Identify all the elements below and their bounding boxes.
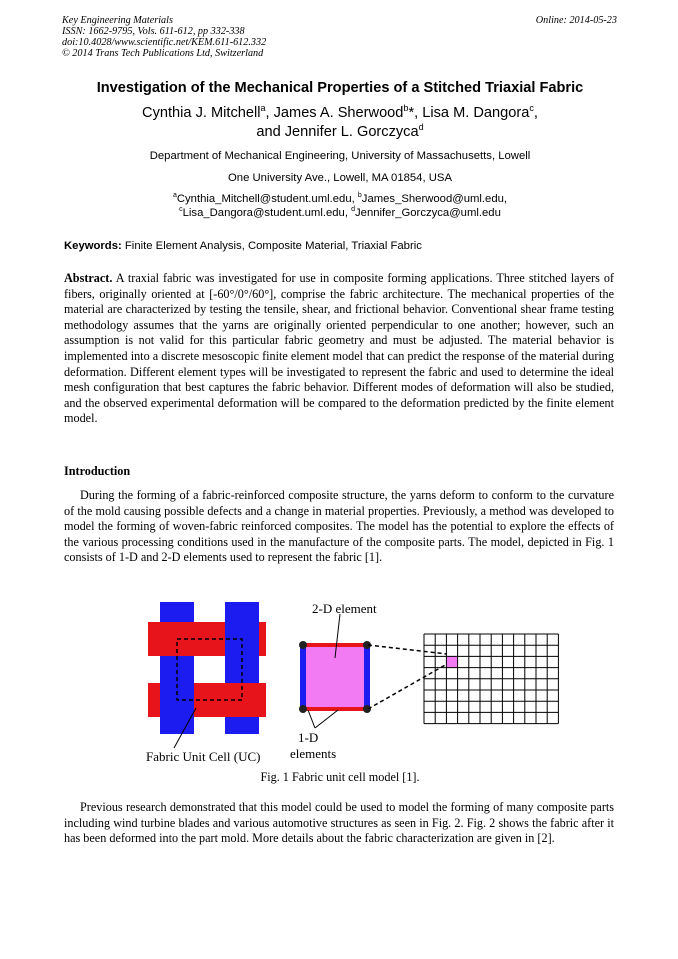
label-unit-cell: Fabric Unit Cell (UC) [146, 749, 261, 764]
label-2d-element: 2-D element [312, 601, 377, 616]
keywords [64, 240, 619, 252]
mesh-grid [424, 634, 558, 724]
fabric-unit-cell-diagram [148, 602, 266, 748]
keywords-label: Keywords: [64, 240, 122, 252]
author-sup: c [529, 103, 534, 114]
corresponding-star: * [408, 105, 415, 121]
email: James_Sherwood@uml.edu, [361, 193, 508, 205]
label-1d: 1-D [298, 730, 319, 745]
journal-header [62, 15, 617, 59]
email-sup: a [172, 192, 177, 200]
email: Jennifer_Gorczyca@uml.edu [355, 207, 501, 219]
email-sup: d [351, 206, 356, 214]
element-diagram [299, 614, 447, 728]
online-date: Online: 2014-05-23 [535, 15, 617, 26]
author-sup: a [260, 103, 266, 114]
affiliation-dept: Department of Mechanical Engineering, University of Massachusetts, Lowell [149, 150, 531, 162]
email-list [40, 192, 640, 220]
author-list [40, 104, 640, 142]
author-sup: b [403, 103, 409, 114]
abstract [64, 271, 614, 427]
email: Cynthia_Mitchell@student.uml.edu, [176, 193, 358, 205]
figure-unit-cell [140, 596, 570, 768]
email-sup: c [179, 206, 183, 214]
1d-element-top [300, 643, 370, 647]
doi: doi:10.4028/www.scientific.net/KEM.611-612.332 [62, 37, 267, 48]
mesh-highlight-cell [446, 656, 457, 667]
author-name: , James A. Sherwood [265, 105, 404, 121]
intro-heading: Introduction [64, 464, 131, 478]
author-name: Cynthia J. Mitchell [142, 105, 261, 121]
author-sup: d [418, 122, 424, 133]
1d-element-right [364, 644, 370, 710]
1d-element-bottom [300, 707, 370, 711]
1d-element-left [300, 644, 306, 710]
figure-caption: Fig. 1 Fabric unit cell model [1]. [260, 770, 420, 784]
label-1d-elements: elements [290, 746, 337, 761]
email: Lisa_Dangora@student.uml.edu, [182, 207, 352, 219]
copyright: © 2014 Trans Tech Publications Ltd, Switzerland [62, 48, 264, 59]
author-sep: , [533, 105, 538, 121]
affiliation-address: One University Ave., Lowell, MA 01854, USA [228, 172, 452, 184]
keywords-text: Finite Element Analysis, Composite Material, Triaxial Fabric [121, 240, 422, 252]
paper-title: Investigation of the Mechanical Properties of a Stitched Triaxial Fabric [96, 80, 584, 96]
email-sup: b [357, 192, 362, 200]
intro-paragraph-1: During the forming of a fabric-reinforced composite structure, the yarns deform to conform to the curvature of the mold causing possible defects and a change in material properties. Previously, a method was developed to model the forming of woven-fabric reinforced composites. The model has the potential to explore the effects of the various processing conditions used in the manufacture of the composite parts. The model, depicted in Fig. 1 consists of 1-D and 2-D elements used to represent the fabric [1]. [64, 488, 614, 565]
author-name: and Jennifer L. Gorczyca [256, 124, 419, 140]
intro-paragraph-2: Previous research demonstrated that this model could be used to model the forming of many composite parts including wind turbine blades and various automotive structures as seen in Fig. 2. Fig. 2 shows the fabric after it has been deformed into the part mold. More details about the fabric characterization are given in [2]. [64, 800, 614, 846]
author-name: , Lisa M. Dangora [414, 105, 530, 121]
abstract-label: Abstract. [64, 271, 113, 285]
abstract-text: A traxial fabric was investigated for use in composite forming applications. Three stitched layers of fibers, originally oriented at [-60°/0°/60°], comprise the fabric architecture. The mechanical properties of the material are characterized by testing the tensile, shear, and frictional behavior. Conventional shear frame testing methodology assumes that the yarns are originally oriented perpendicular to one another; however, such an assumption is not valid for this particular fabric geometry and must be adjusted. The material behavior is implemented into a discrete mesoscopic finite element model that can predict the response of the material during deformation. Different element types will be investigated to represent the fabric and used to determine the ideal mesh configuration that best captures the fabric behavior. Different modes of deformation will also be studied, and the observed experimental deformation will be compared to the deformation predicted by the finite element model. [64, 271, 614, 426]
issn: ISSN: 1662-9795, Vols. 611-612, pp 332-338 [62, 26, 245, 37]
journal-name: Key Engineering Materials [62, 15, 173, 26]
